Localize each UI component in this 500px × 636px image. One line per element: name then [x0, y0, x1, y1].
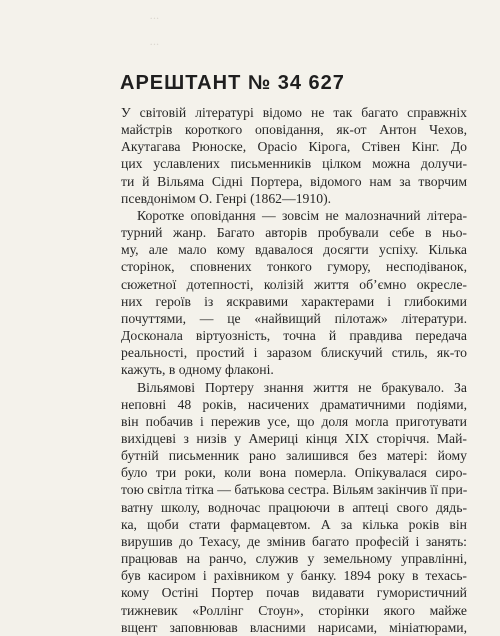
text-line: вирушив до Техасу, де змінив багато професій і занять: [121, 533, 467, 549]
text-line: му, але мало кому вдавалося досягти успіху. Кілька [121, 242, 467, 258]
bleed-through-line-1: ... [150, 8, 160, 22]
body-text [121, 104, 467, 636]
text-line: У світовій літературі відомо не так багато справжніх [121, 105, 467, 120]
text-line: кажуть, в одному флаконі. [121, 362, 274, 378]
bleed-through-text [150, 0, 440, 46]
text-line: Досконала віртуозність, точна й правдива передача [121, 328, 467, 344]
text-line: майстрів короткого оповідання, як-от Антон Чехов, [121, 122, 467, 138]
text-line: тою світла тітка — батькова сестра. Вільям закінчив її при- [121, 482, 467, 498]
text-line: псевдонімом О. Генрі (1862—1910). [121, 190, 332, 206]
text-line: працював на ранчо, служив у земельному управлінні, [121, 551, 467, 567]
text-line: почуттями, — це «найвищий пілотаж» літератури. [121, 310, 467, 326]
text-line: Вільямові Портеру знання життя не бракувало. За [137, 379, 467, 395]
text-line: турний жанр. Багато авторів пробували себе в ньо- [121, 225, 467, 241]
text-line: неповні 48 років, насичених драматичними подіями, [121, 396, 467, 412]
text-line: вихідцеві з низів у Америці кінця XIX сторіччя. Май- [121, 430, 467, 446]
text-line: Акутагава Рюноске, Орасіо Кірога, Стівен Кінг. До [121, 139, 467, 155]
text-line: був касиром і рахівником у банку. 1894 року в техась- [121, 568, 467, 584]
text-line: сторінок, сповнених тонкого гумору, несподіванок, [121, 259, 467, 275]
text-line: ти й Вільяма Сідні Портера, відомого нам за творчим [121, 173, 467, 189]
text-line: них героїв із яскравими характерами і глибокими [121, 293, 467, 309]
text-line: бутній письменник рано залишився без матері: йому [121, 448, 467, 464]
text-line: вщент заповнював власними нарисами, мініатюрами, [121, 619, 467, 635]
text-line: реальності, простий і заразом блискучий стиль, як-то [121, 345, 467, 361]
bleed-through-line-2: ... [150, 34, 160, 46]
text-line: ка, щоби стати фармацевтом. А за кілька років він [121, 516, 467, 532]
text-line: цих уславлених письменників цілком можна долучи- [121, 156, 467, 172]
text-line: він побачив і пережив усе, що доля могла приготувати [121, 413, 467, 429]
text-line: тижневик «Роллінг Стоун», сторінки якого майже [121, 602, 467, 618]
text-line: було три роки, коли вона померла. Опікувалася сиро- [121, 465, 467, 481]
text-line: сюжетної дотепності, колізій життя об’ємно окресле- [121, 276, 467, 292]
chapter-title: АРЕШТАНТ № 34 627 [120, 72, 345, 94]
text-line: кому Остіні Портер почав видавати гумористичний [121, 585, 467, 601]
text-line: Коротке оповідання — зовсім не малозначний літера- [137, 207, 467, 223]
text-line: ватну школу, водночас працюючи в аптеці свого дядь- [121, 499, 467, 515]
